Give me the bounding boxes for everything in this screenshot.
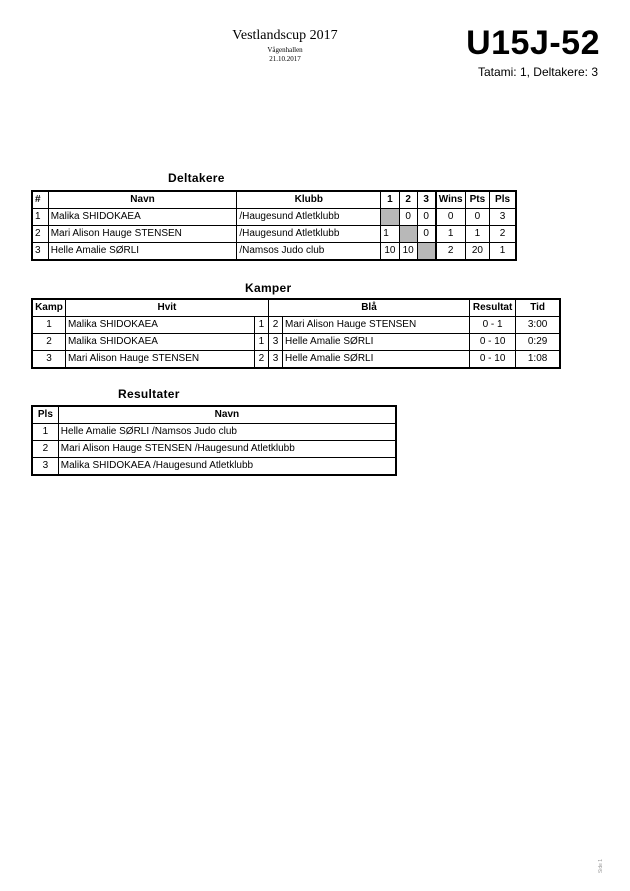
event-date: 21.10.2017 (269, 55, 301, 63)
cell-pts: 1 (465, 226, 489, 243)
participants-header-row (32, 191, 516, 209)
cell-time: 0:29 (516, 334, 560, 351)
table-row (32, 209, 516, 226)
col-header-time: Tid (516, 299, 560, 317)
results-table (31, 405, 397, 476)
col-header-pls: Pls (32, 406, 58, 424)
cell-r2: 10 (399, 243, 417, 261)
cell-name: Malika SHIDOKAEA /Haugesund Atletklubb (58, 458, 396, 476)
table-row (32, 243, 516, 261)
cell-match-num: 3 (32, 351, 65, 369)
results-title: Resultater (118, 387, 180, 401)
cell-white-num: 1 (254, 334, 268, 351)
cell-result: 0 - 1 (469, 317, 515, 334)
participants-table (31, 190, 517, 261)
cell-pls: 3 (32, 458, 58, 476)
cell-wins: 1 (436, 226, 466, 243)
cell-white-num: 2 (254, 351, 268, 369)
matches-table (31, 298, 561, 369)
cell-pls: 3 (490, 209, 516, 226)
cell-wins: 2 (436, 243, 466, 261)
cell-white: Malika SHIDOKAEA (65, 334, 254, 351)
cell-time: 1:08 (516, 351, 560, 369)
cell-time: 3:00 (516, 317, 560, 334)
cell-club: /Namsos Judo club (237, 243, 381, 261)
participants-title: Deltakere (168, 171, 225, 185)
col-header-name: Navn (58, 406, 396, 424)
cell-num: 1 (32, 209, 48, 226)
results-header-row (32, 406, 396, 424)
cell-r1: 1 (381, 226, 399, 243)
cell-pls: 2 (490, 226, 516, 243)
cell-pls: 1 (32, 424, 58, 441)
cell-r2 (399, 226, 417, 243)
cell-pls: 2 (32, 441, 58, 458)
cell-r2: 0 (399, 209, 417, 226)
matches-header-row (32, 299, 560, 317)
cell-blue-num: 2 (268, 317, 282, 334)
tatami-info: Tatami: 1, Deltakere: 3 (477, 65, 598, 79)
col-header-num: # (32, 191, 48, 209)
cell-pls: 1 (490, 243, 516, 261)
cell-num: 3 (32, 243, 48, 261)
cell-white: Mari Alison Hauge STENSEN (65, 351, 254, 369)
table-row (32, 334, 560, 351)
col-header-blue: Blå (268, 299, 469, 317)
cell-name: Helle Amalie SØRLI /Namsos Judo club (58, 424, 396, 441)
matches-title: Kamper (245, 281, 292, 295)
cell-name: Mari Alison Hauge STENSEN (48, 226, 237, 243)
event-title: Vestlandscup 2017 (232, 28, 338, 43)
cell-name: Malika SHIDOKAEA (48, 209, 237, 226)
cell-result: 0 - 10 (469, 334, 515, 351)
table-row (32, 226, 516, 243)
cell-blue: Helle Amalie SØRLI (283, 351, 470, 369)
table-row (32, 351, 560, 369)
cell-wins: 0 (436, 209, 466, 226)
table-row (32, 458, 396, 476)
table-row (32, 424, 396, 441)
cell-blue-num: 3 (268, 334, 282, 351)
cell-blue: Helle Amalie SØRLI (283, 334, 470, 351)
cell-r3: 0 (417, 209, 435, 226)
col-header-r2: 2 (399, 191, 417, 209)
col-header-pts: Pts (465, 191, 489, 209)
col-header-pls: Pls (490, 191, 516, 209)
col-header-match: Kamp (32, 299, 65, 317)
event-venue: Vågenhallen (267, 46, 303, 54)
col-header-result: Resultat (469, 299, 515, 317)
col-header-r1: 1 (381, 191, 399, 209)
cell-match-num: 1 (32, 317, 65, 334)
cell-white: Malika SHIDOKAEA (65, 317, 254, 334)
cell-r3: 0 (417, 226, 435, 243)
table-row (32, 317, 560, 334)
table-row (32, 441, 396, 458)
cell-r1 (381, 209, 399, 226)
cell-white-num: 1 (254, 317, 268, 334)
cell-name: Helle Amalie SØRLI (48, 243, 237, 261)
cell-pts: 20 (465, 243, 489, 261)
cell-name: Mari Alison Hauge STENSEN /Haugesund Atletklubb (58, 441, 396, 458)
col-header-white: Hvit (65, 299, 268, 317)
cell-result: 0 - 10 (469, 351, 515, 369)
cell-blue-num: 3 (268, 351, 282, 369)
cell-r1: 10 (381, 243, 399, 261)
cell-club: /Haugesund Atletklubb (237, 226, 381, 243)
col-header-club: Klubb (237, 191, 381, 209)
page-footer-mark: Side 1 (597, 858, 604, 874)
cell-club: /Haugesund Atletklubb (237, 209, 381, 226)
col-header-r3: 3 (417, 191, 435, 209)
cell-num: 2 (32, 226, 48, 243)
col-header-wins: Wins (436, 191, 466, 209)
category-title: U15J-52 (466, 24, 600, 62)
col-header-name: Navn (48, 191, 237, 209)
cell-r3 (417, 243, 435, 261)
cell-pts: 0 (465, 209, 489, 226)
cell-blue: Mari Alison Hauge STENSEN (283, 317, 470, 334)
cell-match-num: 2 (32, 334, 65, 351)
